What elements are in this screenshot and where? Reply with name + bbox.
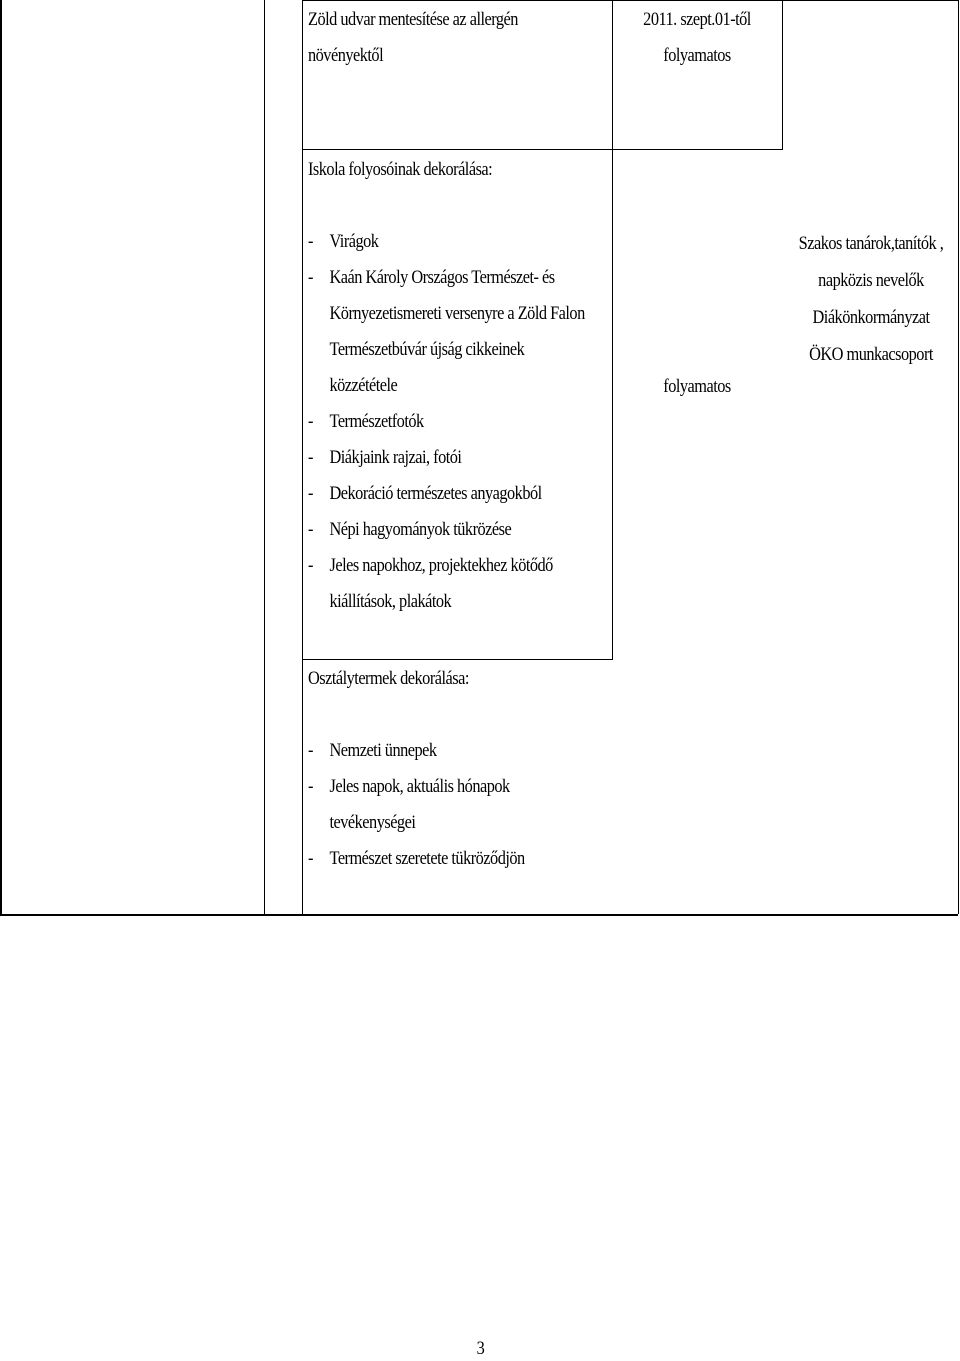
corridor-list	[308, 224, 585, 620]
column-divider	[612, 0, 613, 660]
list-item: - Népi hagyományok tükrözése	[308, 519, 512, 540]
list-item: - Természet szeretete tükröződjön	[308, 848, 525, 869]
list-item: - Virágok	[308, 231, 379, 252]
row-divider	[302, 149, 782, 150]
responsible-line: Diákönkormányzat	[812, 307, 930, 328]
list-item: - Dekoráció természetes anyagokból	[308, 483, 542, 504]
column-divider	[782, 0, 783, 150]
column-divider	[302, 0, 303, 914]
responsible-line: napközis nevelők	[818, 270, 924, 291]
deadline-cell	[626, 2, 769, 74]
section-heading: Iskola folyosóinak dekorálása:	[308, 159, 493, 180]
responsible-line: Szakos tanárok,tanítók ,	[798, 233, 944, 254]
deadline-line: 2011. szept.01-től	[643, 9, 751, 30]
classroom-activity-cell	[308, 661, 525, 877]
list-item: - Jeles napokhoz, projektekhez kötődő kiállítások, plakátok	[308, 555, 553, 612]
section-heading: Osztálytermek dekorálása:	[308, 668, 469, 689]
classroom-list	[308, 733, 525, 877]
row-divider	[302, 659, 612, 660]
list-item: - Jeles napok, aktuális hónapok tevékenységei	[308, 776, 510, 833]
activity-cell	[308, 2, 518, 74]
list-item: - Nemzeti ünnepek	[308, 740, 437, 761]
list-item: - Kaán Károly Országos Természet- és Környezetismereti versenyre a Zöld Falon Természetbúvár újság cikkeinek közzététele	[308, 267, 585, 396]
corridor-deadline: folyamatos	[663, 376, 731, 397]
responsible-line: ÖKO munkacsoport	[809, 344, 933, 365]
column-divider	[264, 0, 265, 914]
corridor-activity-cell	[308, 152, 585, 620]
column-divider	[958, 0, 959, 914]
deadline-line: folyamatos	[663, 45, 731, 66]
responsible-cell	[796, 225, 946, 373]
list-item: - Diákjaink rajzai, fotói	[308, 447, 462, 468]
activity-line: Zöld udvar mentesítése az allergén	[308, 9, 518, 30]
list-item: - Természetfotók	[308, 411, 424, 432]
row-divider	[302, 0, 958, 1]
page-number: 3	[476, 1338, 485, 1359]
activity-line: növényektől	[308, 45, 384, 66]
